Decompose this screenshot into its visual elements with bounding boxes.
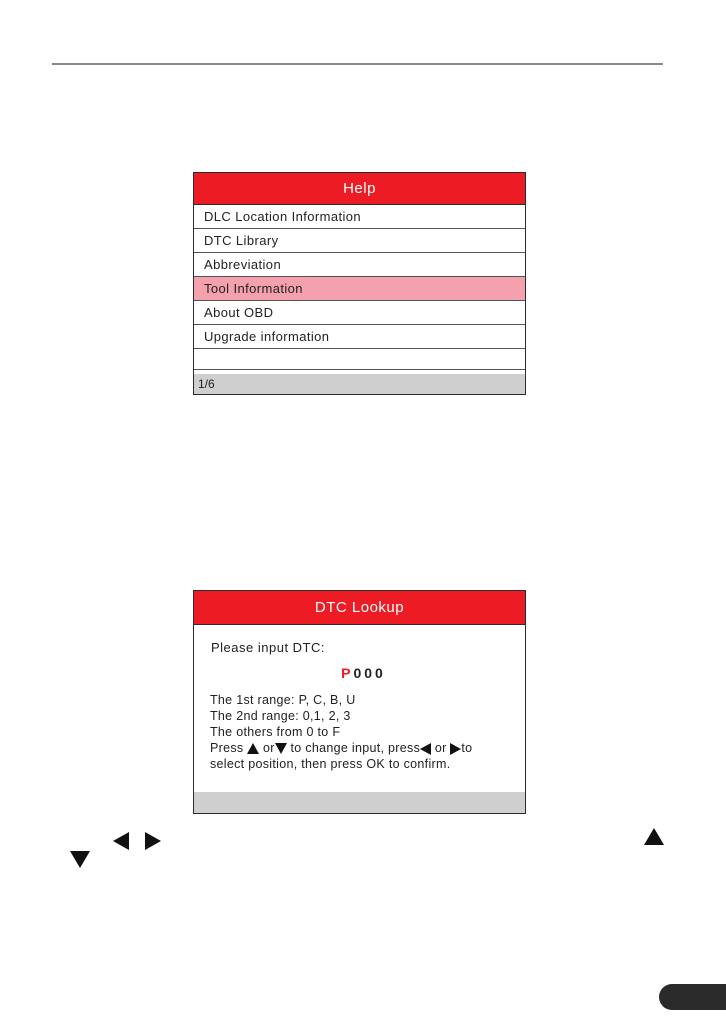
menu-item-about-obd[interactable]: About OBD [194,301,525,325]
menu-blank-row [194,349,525,370]
page-number-tab [659,984,726,1010]
dtc-body [194,625,525,793]
dtc-lookup-screen [193,590,526,814]
up-arrow-icon [644,828,664,845]
right-arrow-icon [145,832,161,850]
left-arrow-icon [113,832,129,850]
range-line-1: The 1st range: P, C, B, U [210,693,356,707]
up-arrow-icon [247,743,259,754]
page-indicator: 1/6 [194,374,525,394]
instr-or-1: or [263,741,275,755]
right-arrow-icon [450,743,461,755]
instruction-line-2: select position, then press OK to confirm. [210,757,451,771]
menu-item-dtc-library[interactable]: DTC Library [194,229,525,253]
dtc-code-digits[interactable]: 000 [353,665,386,681]
menu-item-dlc-location[interactable]: DLC Location Information [194,205,525,229]
instr-press: Press [210,741,244,755]
instr-or-2: or [434,741,447,755]
range-line-others: The others from 0 to F [210,725,341,739]
help-screen [193,172,526,395]
dtc-instructions [210,692,472,772]
down-arrow-icon [70,851,90,868]
instruction-line-1 [210,740,472,756]
down-arrow-icon [275,743,287,754]
menu-item-upgrade-information[interactable]: Upgrade information [194,325,525,349]
dtc-status-bar [194,792,525,813]
dtc-code-input[interactable] [194,665,525,681]
range-line-2: The 2nd range: 0,1, 2, 3 [210,709,351,723]
dtc-code-first-char[interactable]: P [341,665,354,681]
left-arrow-icon [420,743,431,755]
instr-to: to [461,741,473,755]
top-rule [52,63,663,65]
menu-item-tool-information[interactable]: Tool Information [194,277,525,301]
menu-item-abbreviation[interactable]: Abbreviation [194,253,525,277]
instr-change: to change input, press [290,741,421,755]
dtc-title: DTC Lookup [194,591,525,625]
help-title: Help [194,173,525,205]
dtc-prompt: Please input DTC: [211,640,325,655]
